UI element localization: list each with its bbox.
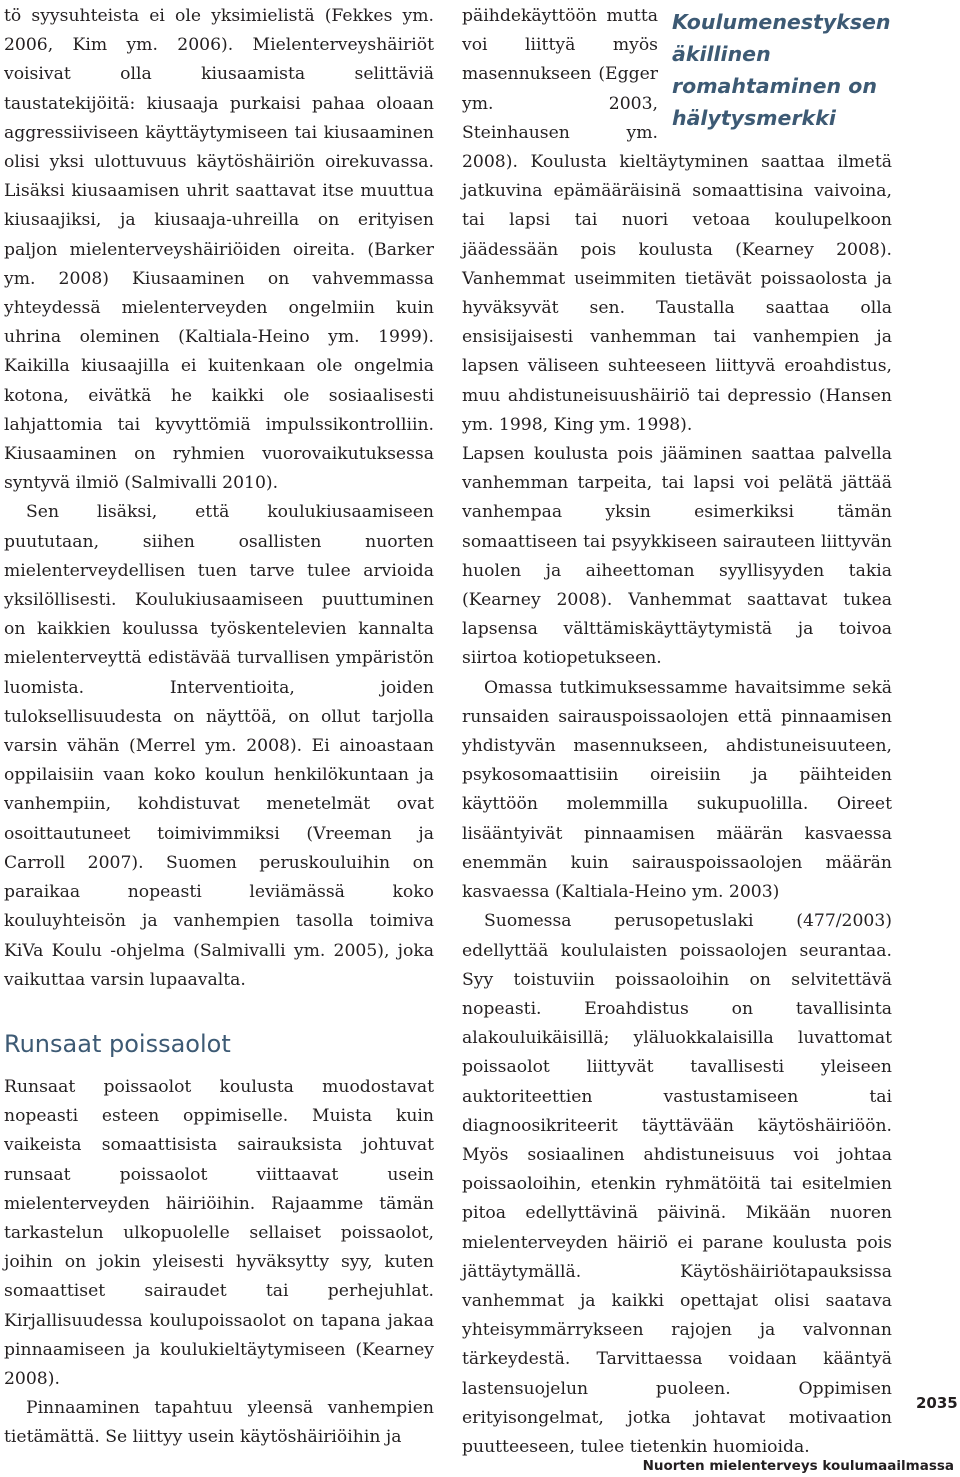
left-column <box>4 2 434 1453</box>
running-footer: Nuorten mielenterveys koulumaailmassa <box>642 1458 954 1474</box>
body-paragraph: tö syysuhteista ei ole yksimielistä (Fekkes ym. 2006, Kim ym. 2006). Mielenterveyshäiriöt voisivat olla kiusaamista selittäviä taustatekijöitä: kiusaaja purkaisi pahaa oloaan aggressiiviseen käyttäytymiseen tai kiusaaminen olisi yksi ulottuvuus käytöshäiriön oirekuvassa. Lisäksi kiusaamisen uhrit saattavat itse muuttua kiusaajiksi, ja kiusaaja-uhreilla on erityisen paljon mielenterveyshäiriöiden oireita. (Barker ym. 2008) Kiusaaminen on vahvemmassa yhteydessä mielenterveyden ongelmiin kuin uhrina oleminen (Kaltiala-Heino ym. 1999). Kaikilla kiusaajilla ei kuitenkaan ole ongelmia kotona, eivätkä he kaikki ole sosiaalisesti lahjattomia tai kyvyttömiä impulssikontrolliin. Kiusaaminen on ryhmien vuorovaikutuksessa syntyvä ilmiö (Salmivalli 2010). <box>4 6 434 494</box>
section-heading: Runsaat poissaolot <box>4 1029 231 1058</box>
body-paragraph: Lapsen koulusta pois jääminen saattaa palvella vanhemman tarpeita, tai lapsi voi pelätä jättää vanhempaa yksin esimerkiksi tämän somaattiseen tai psyykkiseen sairauteen liittyvän huolen ja aiheettoman syyllisyyden takia (Kearney 2008). Vanhemmat saattavat tukea lapsensa välttämiskäyttäytymistä ja toivoa siirtoa kotiopetukseen. <box>462 444 892 669</box>
page-number: 2035 <box>916 1394 958 1412</box>
body-paragraph: Pinnaaminen tapahtuu yleensä vanhempien tietämättä. Se liittyy usein käytöshäiriöihin ja <box>4 1398 434 1448</box>
pull-quote: Koulumenestyksen äkillinen romahtaminen on hälytysmerkki <box>672 10 891 130</box>
body-paragraph: Omassa tutkimuksessamme havaitsimme sekä runsaiden sairauspoissaolojen että pinnaamisen yhdistyvän masennukseen, ahdistuneisuuteen, psykosomaattisiin oireisiin ja päihteiden käyttöön molemmilla sukupuolilla. Oireet lisääntyivät pinnaamisen määrän kasvaessa enemmän kuin sairauspoissaolojen määrän kasvaessa (Kaltiala-Heino ym. 2003) <box>462 677 892 903</box>
right-column <box>462 2 892 1462</box>
body-paragraph: päihdekäyttöön mutta voi liittyä myös masennukseen (Egger ym. 2003, Steinhausen ym. 2008). Koulusta kieltäytyminen saattaa ilmetä jatkuvina epämääräisinä somaattisina vaivoina, tai lapsi tai nuori vetoaa koulupelkoon jäädessään pois koulusta (Kearney 2008). Vanhemmat useimmiten tietävät poissaolosta ja hyväksyvät sen. Taustalla saattaa olla ensisijaisesti vanhemman tai vanhempien ja lapsen väliseen suhteeseen liittyvä eroahdistus, muu ahdistuneisuushäiriö tai depressio (Hansen ym. 1998, King ym. 1998). <box>462 6 892 435</box>
body-paragraph: Sen lisäksi, että koulukiusaamiseen puututaan, siihen osallisten nuorten mielenterveydellisen tuen tarve tulee arvioida yksilöllisesti. Koulukiusaamiseen puuttuminen on kaikkien koulussa työskentelevien kannalta mielenterveyttä edistävää turvallisen ympäristön luomista. Interventioita, joiden tuloksellisuudesta on näyttöä, on ollut tarjolla varsin vähän (Merrel ym. 2008). Ei ainoastaan oppilaisiin vaan koko koulun henkilökuntaan ja vanhempiin, kohdistuvat menetelmät ovat osoittautuneet toimivimmiksi (Vreeman ja Carroll 2007). Suomen peruskouluihin on paraikaa nopeasti leviämässä koko kouluyhteisön ja vanhempien tasolla toimiva KiVa Koulu -ohjelma (Salmivalli ym. 2005), joka vaikuttaa varsin lupaavalta. <box>4 502 434 990</box>
body-paragraph: Runsaat poissaolot koulusta muodostavat nopeasti esteen oppimiselle. Muista kuin vaikeista somaattisista sairauksista johtuvat runsaat poissaolot viittaavat usein mielenterveyden häiriöihin. Rajaamme tämän tarkastelun ulkopuolelle sellaiset poissaolot, joihin on jokin yleisesti hyväksytty syy, kuten somaattiset sairaudet tai perhejuhlat. Kirjallisuudessa koulupoissaolot on tapana jakaa pinnaamiseen ja koulukieltäytymiseen (Kearney 2008). <box>4 1076 434 1389</box>
body-paragraph: Suomessa perusopetuslaki (477/2003) edellyttää koululaisten poissaolojen seurantaa. Syy toistuviin poissaoloihin on selvitettävä nopeasti. Eroahdistus on tavallisinta alakouluikäisillä; yläluokkalaisilla luvattomat poissaolot liittyvät tavallisesti yleiseen auktoriteettien vastustamiseen tai diagnoosikriteerit täyttävään käytöshäiriöön. Myös sosiaalinen ahdistuneisuus voi johtaa poissaoloihin, etenkin ryhmätöitä tai esitelmien pitoa edellyttävinä päivinä. Mikään nuoren mielenterveyden häiriö ei parane koulusta pois jättäytymällä. Käytöshäiriötapauksissa vanhemmat ja kaikki opettajat olisi saatava yhteisymmärrykseen rajojen ja valvonnan tärkeydestä. Tarvittaessa voidaan kääntyä lastensuojelun puoleen. Oppimisen erityisongelmat, jotka johtavat motivaation puutteeseen, tulee tietenkin huomioida. <box>462 911 892 1457</box>
